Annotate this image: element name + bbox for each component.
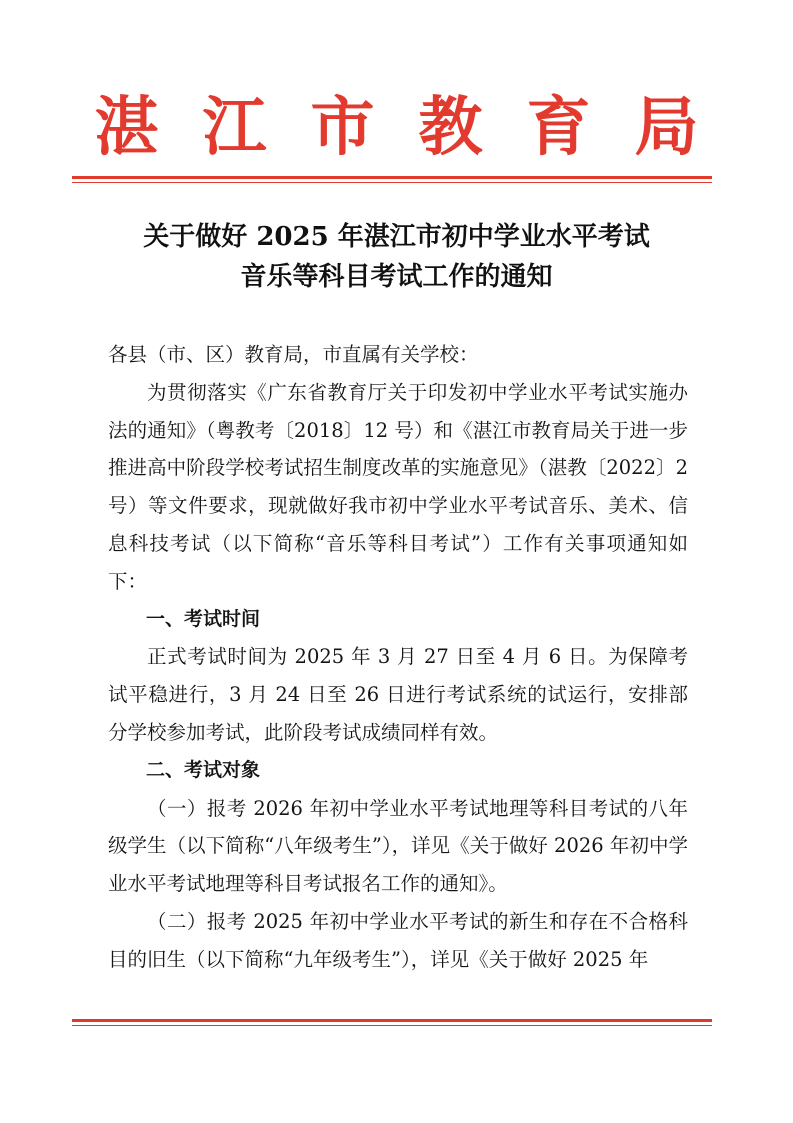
section-heading-exam-time: 一、考试时间 <box>146 607 261 630</box>
intro-paragraph: 为贯彻落实《广东省教育厅关于印发初中学业水平考试实施办法的通知》（粤教考〔2018〕12 号）和《湛江市教育局关于进一步推进高中阶段学校考试招生制度改革的实施意见》（湛教〔2022〕2 号）等文件要求，现就做好我市初中学业水平考试音乐、美术、信息科技考试（以下简称“音乐等科目考试”）工作有关事项通知如下： <box>108 380 688 593</box>
candidates-item-2: （二）报考 2025 年初中学业水平考试的新生和存在不合格科目的旧生（以下简称“九年级考生”），详见《关于做好 2025 年 <box>108 909 688 971</box>
document-title-line-1: 关于做好 2025 年湛江市初中学业水平考试 <box>143 222 650 252</box>
document-title <box>80 217 713 297</box>
document-body <box>108 336 688 979</box>
salutation: 各县（市、区）教育局，市直属有关学校： <box>108 343 479 366</box>
letterhead-red-rule <box>72 176 712 183</box>
document-title-line-2: 音乐等科目考试工作的通知 <box>240 262 553 292</box>
candidates-item-1: （一）报考 2026 年初中学业水平考试地理等科目考试的八年级学生（以下简称“八年级考生”），详见《关于做好 2026 年初中学业水平考试地理等科目考试报名工作的通知》。 <box>108 796 688 896</box>
exam-time-paragraph: 正式考试时间为 2025 年 3 月 27 日至 4 月 6 日。为保障考试平稳进行，3 月 24 日至 26 日进行考试系统的试运行，安排部分学校参加考试，此阶段考试成绩同样有效。 <box>108 645 688 744</box>
letterhead <box>0 88 793 168</box>
footer-red-rule <box>72 1019 712 1026</box>
section-heading-exam-candidates: 二、考试对象 <box>146 758 261 781</box>
letterhead-org-name: 湛江市教育局 <box>94 90 743 165</box>
